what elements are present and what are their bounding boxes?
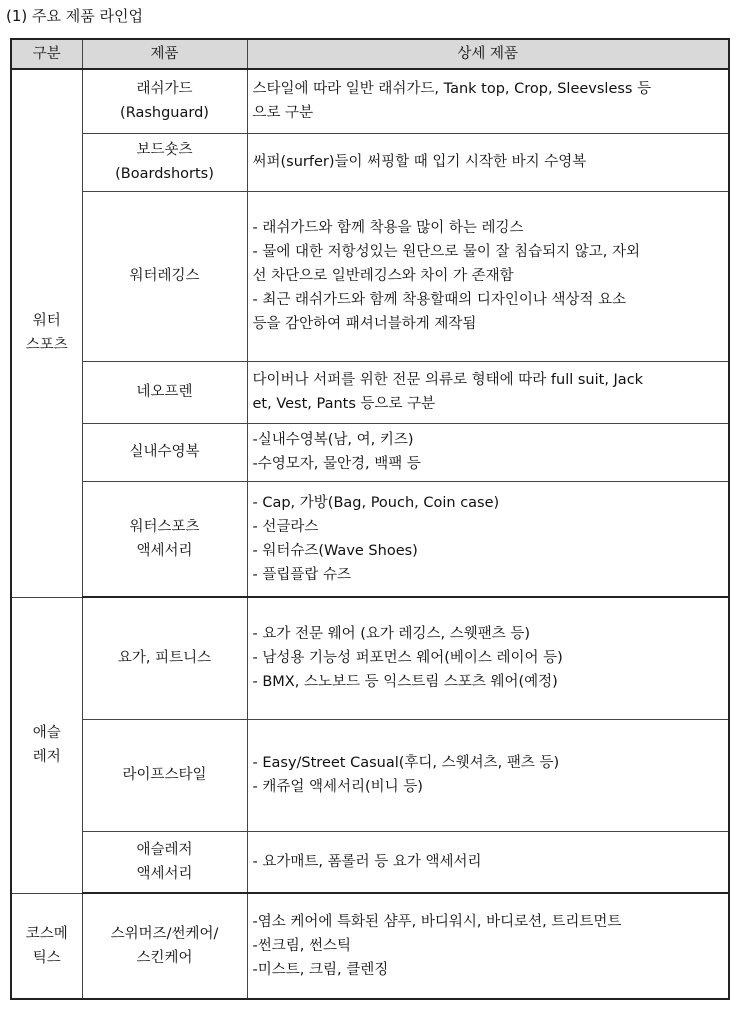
detail-line: 선 차단으로 일반레깅스와 차이 가 존재함: [252, 268, 514, 284]
header-product: 제품: [82, 39, 247, 69]
category-cell: [11, 893, 82, 999]
detail-line: - BMX, 스노보드 등 익스트림 스포츠 웨어(예정): [252, 674, 558, 691]
details-cell: [247, 361, 729, 423]
table-row: [11, 831, 729, 893]
detail-line: - 요가 전문 웨어 (요가 레깅스, 스웻팬츠 등): [252, 626, 531, 643]
product-cell: [82, 719, 247, 831]
product-label: 액세서리: [136, 542, 193, 559]
detail-line: - Cap, 가방(Bag, Pouch, Coin case): [252, 494, 500, 511]
product-label: 래쉬가드: [136, 81, 193, 98]
detail-line: - 물에 대한 저항성있는 원단으로 물이 잘 침습되지 않고, 자외: [252, 244, 640, 260]
details-cell: [247, 719, 729, 831]
detail-line: - Easy/Street Casual(후디, 스웻셔츠, 팬츠 등): [252, 755, 560, 771]
detail-line: - 최근 래쉬가드와 함께 착용할때의 디자인이나 색상적 요소: [252, 292, 627, 308]
detail-line: 다이버나 서퍼를 위한 전문 의류로 형태에 따라 full suit, Jack: [252, 372, 644, 388]
category-label: 틱스: [32, 949, 61, 966]
detail-line: -염소 케어에 특화된 샴푸, 바디워시, 바디로션, 트리트먼트: [252, 914, 622, 930]
product-cell: [82, 361, 247, 423]
product-label: 액세서리: [136, 865, 193, 882]
detail-line: -실내수영복(남, 여, 키즈): [252, 432, 414, 448]
detail-line: - 요가매트, 폼롤러 등 요가 액세서리: [252, 853, 482, 870]
detail-line: - 캐쥬얼 액세서리(비니 등): [252, 779, 423, 795]
table-row: [11, 423, 729, 481]
category-label: 워터: [32, 313, 61, 330]
product-cell: [82, 893, 247, 999]
product-label: 애슬레저: [136, 841, 193, 858]
table-row: [11, 719, 729, 831]
category-label: 애슬: [32, 725, 61, 741]
product-cell: [82, 481, 247, 597]
category-cell: [11, 597, 82, 893]
product-cell: [82, 69, 247, 133]
detail-line: 등을 감안하여 패셔너블하게 제작됨: [252, 316, 477, 332]
details-cell: [247, 481, 729, 597]
details-cell: [247, 69, 729, 133]
table-row: [11, 361, 729, 423]
category-label: 레저: [32, 749, 61, 765]
detail-line: -썬크림, 썬스틱: [252, 938, 351, 954]
product-cell: [82, 423, 247, 481]
details-cell: [247, 893, 729, 999]
product-lineup-table: [10, 38, 730, 1000]
detail-line: - 래쉬가드와 함께 착용을 많이 하는 레깅스: [252, 220, 524, 236]
product-label: (Boardshorts): [115, 166, 214, 182]
details-cell: [247, 423, 729, 481]
details-cell: [247, 133, 729, 191]
product-label: 요가, 피트니스: [117, 650, 212, 667]
details-cell: [247, 191, 729, 361]
detail-line: et, Vest, Pants 등으로 구분: [252, 396, 436, 412]
detail-line: 으로 구분: [252, 105, 314, 122]
category-cell: [11, 69, 82, 597]
product-label: 라이프스타일: [122, 767, 207, 783]
header-details: 상세 제품: [247, 39, 729, 69]
category-label: 코스메: [25, 925, 68, 942]
table-row: [11, 481, 729, 597]
detail-line: -미스트, 크림, 클렌징: [252, 962, 389, 978]
product-label: 네오프렌: [136, 384, 193, 400]
product-cell: [82, 133, 247, 191]
product-cell: [82, 831, 247, 893]
table-row: [11, 893, 729, 999]
header-category: 구분: [11, 39, 82, 69]
category-label: 스포츠: [25, 337, 68, 354]
detail-line: - 플립플랍 슈즈: [252, 566, 351, 583]
product-label: (Rashguard): [120, 105, 209, 122]
table-row: [11, 133, 729, 191]
detail-line: -수영모자, 물안경, 백팩 등: [252, 456, 421, 472]
product-label: 보드숏츠: [136, 142, 193, 158]
header-row: [11, 39, 729, 69]
details-cell: [247, 597, 729, 719]
detail-line: - 선글라스: [252, 518, 319, 535]
table-row: [11, 191, 729, 361]
product-label: 스킨케어: [136, 950, 193, 966]
product-label: 실내수영복: [129, 444, 200, 460]
detail-line: - 남성용 기능성 퍼포먼스 웨어(베이스 레이어 등): [252, 650, 563, 667]
product-cell: [82, 191, 247, 361]
detail-line: 써퍼(surfer)들이 써핑할 때 입기 시작한 바지 수영복: [252, 154, 587, 170]
section-title: (1) 주요 제품 라인업: [6, 7, 143, 25]
table-row: [11, 597, 729, 719]
table-row: [11, 69, 729, 133]
product-cell: [82, 597, 247, 719]
product-label: 워터레깅스: [129, 268, 200, 284]
product-label: 워터스포츠: [129, 518, 200, 535]
product-label: 스위머즈/썬케어/: [110, 926, 219, 942]
detail-line: - 워터슈즈(Wave Shoes): [252, 542, 418, 559]
details-cell: [247, 831, 729, 893]
detail-line: 스타일에 따라 일반 래쉬가드, Tank top, Crop, Sleevsless 등: [252, 81, 652, 98]
